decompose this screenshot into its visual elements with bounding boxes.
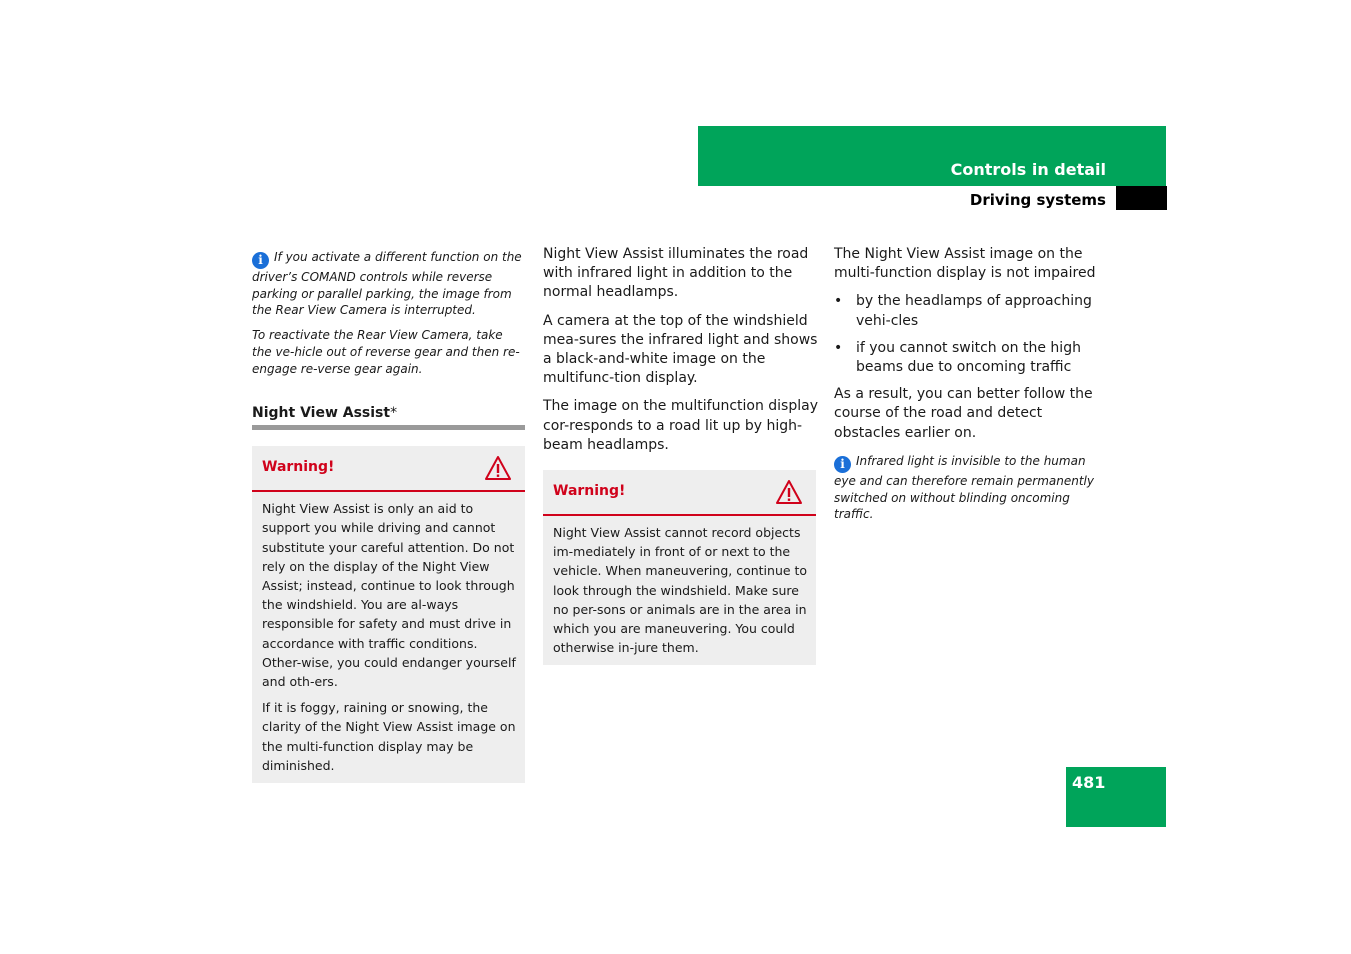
warning-body [252,492,525,783]
info-note-text: Infrared light is invisible to the human eye and can therefore remain permanently switched on without blinding oncoming traffic. [834,453,1094,522]
warning-triangle-icon [484,455,512,481]
warning-box [543,470,816,665]
warning-title: Warning! [262,459,335,476]
section-rule [252,425,525,430]
body-paragraph: The image on the multifunction display cor-responds to a road lit up by high-beam headlamps. [543,398,818,453]
body-paragraph: A camera at the top of the windshield mea-sures the infrared light and shows a black-and-white image on the multifunc-tion display. [543,312,818,387]
body-paragraph: As a result, you can better follow the course of the road and detect obstacles earlier on. [834,386,1093,441]
body-paragraph: The Night View Assist image on the multi-function display is not impaired [834,246,1096,282]
bullet-list [834,292,1110,377]
column-3 [834,245,1110,530]
column-1 [252,249,525,783]
info-note [834,453,1110,523]
warning-text: Night View Assist cannot record objects im-mediately in front of or next to the vehicle. When maneuvering, continue to look through the windshield. Make sure no per-sons or animals are in the area in which you are maneuvering. You could otherwise in-jure them. [553,525,808,656]
warning-text: Night View Assist is only an aid to support you while driving and cannot substitute your careful attention. Do not rely on the display of the Night View Assist; instead, continue to look through the windshield. You are al-ways responsible for safety and must drive in accordance with traffic conditions. Other-wise, you could endanger yourself and oth-ers. [262,501,516,690]
chapter-title: Controls in detail [950,160,1106,179]
info-icon: i [252,252,269,269]
section-subtitle: Driving systems [969,191,1106,209]
page-number: 481 [1072,773,1106,792]
warning-title: Warning! [553,483,626,500]
body-paragraph: Night View Assist illuminates the road with infrared light in addition to the normal headlamps. [543,246,809,301]
info-icon: i [834,456,851,473]
warning-body [543,516,816,665]
warning-header [543,470,816,516]
list-item: • if you cannot switch on the high beams due to oncoming traffic [834,339,1110,377]
column-2 [543,245,818,665]
list-item: • by the headlamps of approaching vehi-cles [834,292,1110,330]
warning-text-2: If it is foggy, raining or snowing, the clarity of the Night View Assist image on the multi-function display may be diminished. [262,700,516,773]
warning-triangle-icon [775,479,803,505]
warning-box [252,446,525,783]
section-heading [252,405,525,430]
info-note-text: If you activate a different function on the driver’s COMAND controls while reverse parking or parallel parking, the image from the Rear View Camera is interrupted. [252,250,522,318]
info-note-2: To reactivate the Rear View Camera, take the ve-hicle out of reverse gear and then re-engage re-verse gear again. [252,328,520,376]
warning-header [252,446,525,492]
info-note [252,249,525,319]
header-marker [1116,186,1167,210]
section-star: * [390,405,398,422]
section-title: Night View Assist [252,405,391,422]
